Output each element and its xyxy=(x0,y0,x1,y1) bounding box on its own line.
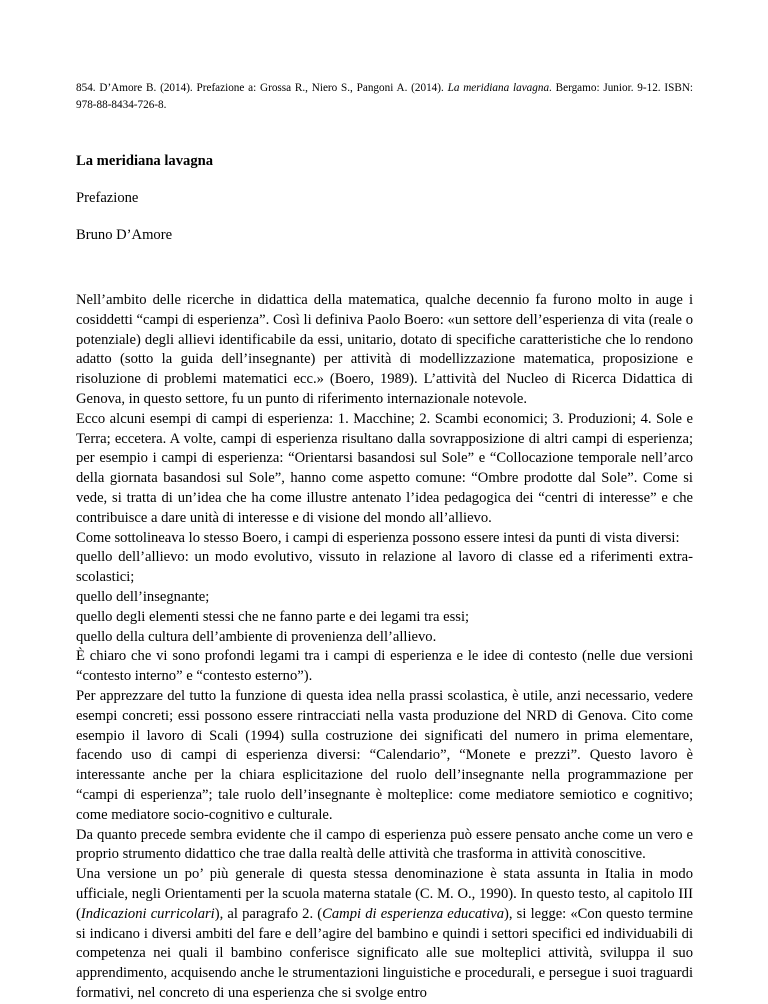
list-item: quello dell’insegnante; xyxy=(76,588,210,605)
document-title: La meridiana lavagna xyxy=(76,153,214,169)
list-item: quello degli elementi stessi che ne fanno parte e dei legami tra essi; xyxy=(76,608,470,625)
paragraph: Come sottolineava lo stesso Boero, i campi di esperienza possono essere intesi da punti di vista diversi: xyxy=(76,529,680,546)
list-item: quello della cultura dell’ambiente di provenienza dell’allievo. xyxy=(76,628,437,645)
paragraph-text: Una versione un po’ più generale di questa stessa denominazione è stata assunta in Italia in modo ufficiale, negli Orientamenti per la scuola materna statale (C. M. O., 1990). In questo testo, al capitolo III ( xyxy=(76,866,693,922)
body-text xyxy=(76,291,693,1004)
document-author: Bruno D’Amore xyxy=(76,227,173,243)
document-subtitle: Prefazione xyxy=(76,190,139,206)
citation xyxy=(76,80,693,114)
paragraph xyxy=(76,865,693,1004)
italic-section-title: Campi di esperienza educativa xyxy=(322,905,505,922)
paragraph-text: ), al paragrafo 2. ( xyxy=(214,905,323,922)
paragraph: Ecco alcuni esempi di campi di esperienza: 1. Macchine; 2. Scambi economici; 3. Produzioni; 4. Sole e Terra; eccetera. A volte, campi di esperienza risultano dalla sovrapposizione di altri campi di esperienza; per esempio i campi di esperienza: “Orientarsi basandosi sul Sole” e “Collocazione temporale nell’arco della giornata basandosi sul Sole”, hanno come aspetto comune: “Ombre prodotte dal Sole”. Come si vede, si tratta di un’idea che ha come illustre antenato l’idea pedagogica dei “centri di interesse” e che contribuisce a dare unità di interesse e di visione del mondo all’allievo. xyxy=(76,410,693,526)
paragraph: Per apprezzare del tutto la funzione di questa idea nella prassi scolastica, è utile, anzi necessario, vedere esempi concreti; essi possono essere rintracciati nella vasta produzione del NRD di Genova. Cito come esempio il lavoro di Scali (1994) sulla costruzione dei significati del numero in prima elementare, facendo uso di campi di esperienza diversi: “Calendario”, “Monete e prezzi”. Questo lavoro è interessante anche per la chiara esplicitazione del ruolo dell’insegnante nella programmazione per “campi di esperienza”; tale ruolo dell’insegnante è molteplice: come mediatore semiotico e cognitivo; come mediatore socio-cognitivo e culturale. xyxy=(76,687,693,823)
list-item: quello dell’allievo: un modo evolutivo, vissuto in relazione al lavoro di classe ed a riferimenti extra-scolastici; xyxy=(76,549,693,586)
paragraph-text: ), si legge: «Con questo termine si indicano i diversi ambiti del fare e dell’agire del bambino e quindi i settori specifici ed individuabili di competenza nei quali il bambino conferisce significato alle sue molteplici attività, sviluppa il suo apprendimento, acquisendo anche le strumentazioni linguistiche e procedurali, e persegue i suoi traguardi formativi, nel concreto di una esperienza che si svolge entro xyxy=(76,905,693,1001)
paragraph: Nell’ambito delle ricerche in didattica della matematica, qualche decennio fa furono molto in auge i cosiddetti “campi di esperienza”. Così li definiva Paolo Boero: «un settore dell’esperienza di vita (reale o potenziale) degli allievi identificabile da essi, unitario, dotato di specifiche caratteristiche che lo rendono adatto (sotto la guida dell’insegnante) per attività di modellizzazione matematica, proposizione e risoluzione di problemi matematici ecc.» (Boero, 1989). L’attività del Nucleo di Ricerca Didattica di Genova, in questo settore, fu un punto di riferimento internazionale notevole. xyxy=(76,292,693,407)
citation-text: 854. D’Amore B. (2014). Prefazione a: Grossa R., Niero S., Pangoni A. (2014). xyxy=(76,82,448,94)
paragraph: È chiaro che vi sono profondi legami tra i campi di esperienza e le idee di contesto (nelle due versioni “contesto interno” e “contesto esterno”). xyxy=(76,648,693,685)
citation-book-title: La meridiana lavagna xyxy=(447,82,550,94)
italic-chapter-title: Indicazioni curricolari xyxy=(80,905,215,922)
citation-publisher: . Bergamo: Junior. 9-12. ISBN: 978-88-8434-726-8. xyxy=(76,82,694,111)
paragraph: Da quanto precede sembra evidente che il campo di esperienza può essere pensato anche come un vero e proprio strumento didattico che trae dalla realtà delle attività che trasforma in attività conoscitive. xyxy=(76,826,693,863)
